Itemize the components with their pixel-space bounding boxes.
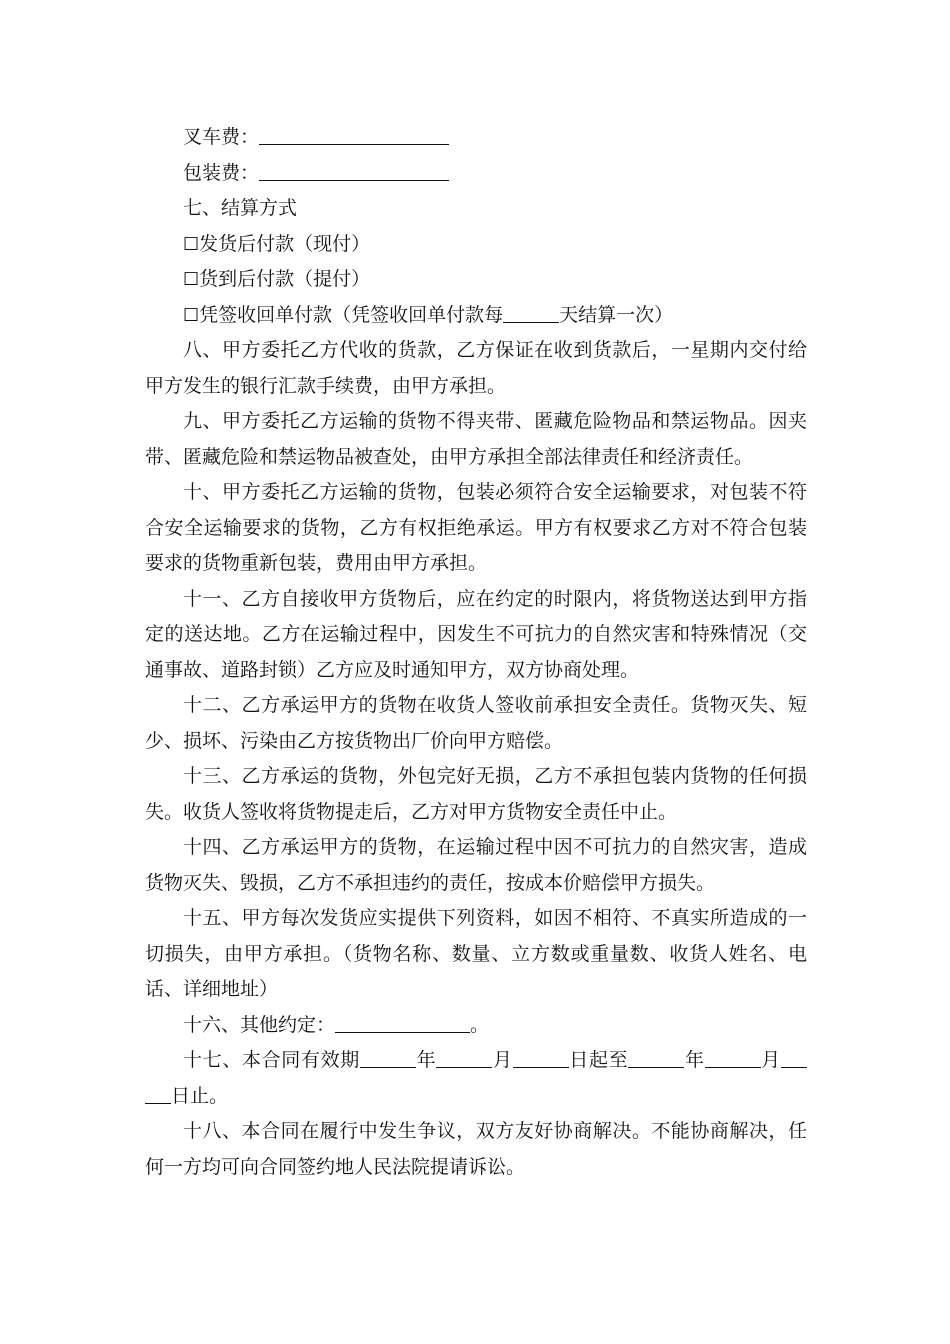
forklift-fee-blank <box>259 122 449 145</box>
settlement-option-cash-on-delivery <box>145 227 807 263</box>
checkbox-icon: ☐ <box>183 233 200 255</box>
settlement-option-label: 货到后付款（提付） <box>199 268 371 290</box>
settlement-option-pay-on-arrival <box>145 262 807 298</box>
forklift-fee-line <box>145 120 807 156</box>
checkbox-icon: ☐ <box>183 304 200 326</box>
clause-9: 九、甲方委托乙方运输的货物不得夹带、匿藏危险物品和禁运物品。因夹带、匿藏危险和禁运物品被查处，由甲方承担全部法律责任和经济责任。 <box>145 410 807 468</box>
contract-body <box>145 120 807 1185</box>
end-year-blank <box>628 1045 684 1068</box>
packing-fee-label: 包装费： <box>183 161 260 184</box>
year-label: 年 <box>684 1049 705 1071</box>
clause-10: 十、甲方委托乙方运输的货物，包装必须符合安全运输要求，对包装不符合安全运输要求的货物，乙方有权拒绝承运。甲方有权要求乙方对不符合包装要求的货物重新包装，费用由甲方承担。 <box>145 481 807 574</box>
forklift-fee-label: 叉车费： <box>183 126 260 148</box>
month-label: 月 <box>492 1049 513 1071</box>
other-terms-blank <box>335 1010 470 1033</box>
clause-8: 八、甲方委托乙方代收的货款，乙方保证在收到货款后，一星期内交付给甲方发生的银行汇款手续费，由甲方承担。 <box>145 339 807 397</box>
settlement-option-label: 发货后付款（现付） <box>199 232 371 255</box>
settlement-option-signed-receipt <box>145 298 807 334</box>
clause-13: 十三、乙方承运的货物，外包完好无损，乙方不承担包装内货物的任何损失。收货人签收将货物提走后，乙方对甲方货物安全责任中止。 <box>145 765 807 823</box>
settlement-heading: 七、结算方式 <box>183 197 298 219</box>
clause-17 <box>145 1043 807 1114</box>
start-year-blank <box>360 1045 416 1068</box>
clause-16 <box>145 1008 807 1044</box>
start-day-blank <box>513 1045 569 1068</box>
clause-16-end: 。 <box>470 1013 490 1036</box>
start-month-blank <box>436 1045 492 1068</box>
day-end-label: 日止。 <box>171 1084 229 1107</box>
clause-17-start: 十七、本合同有效期 <box>183 1049 360 1071</box>
packing-fee-blank <box>259 158 449 181</box>
end-month-blank <box>705 1045 761 1068</box>
day-from-label: 日起至 <box>568 1049 629 1071</box>
checkbox-icon: ☐ <box>183 269 200 290</box>
clause-16-label: 十六、其他约定： <box>183 1013 336 1036</box>
settlement-option-suffix: 天结算一次） <box>559 303 674 326</box>
clause-15: 十五、甲方每次发货应实提供下列资料，如因不相符、不真实所造成的一切损失，由甲方承担。（货物名称、数量、立方数或重量数、收货人姓名、电话、详细地址） <box>145 907 807 1000</box>
end-day-blank-part1 <box>781 1045 807 1068</box>
clause-18: 十八、本合同在履行中发生争议，双方友好协商解决。不能协商解决，任何一方均可向合同签约地人民法院提请诉讼。 <box>145 1120 807 1178</box>
packing-fee-line <box>145 156 807 192</box>
clause-11: 十一、乙方自接收甲方货物后，应在约定的时限内，将货物送达到甲方指定的送达地。乙方在运输过程中，因发生不可抗力的自然灾害和特殊情况（交通事故、道路封锁）乙方应及时通知甲方，双方协商处理。 <box>145 587 807 681</box>
clause-14: 十四、乙方承运甲方的货物，在运输过程中因不可抗力的自然灾害，造成货物灭失、毁损，乙方不承担违约的责任，按成本价赔偿甲方损失。 <box>145 836 807 894</box>
settlement-option-label: 凭签收回单付款（凭签收回单付款每 <box>199 303 504 326</box>
end-day-blank-part2 <box>145 1081 171 1104</box>
month-label: 月 <box>760 1049 781 1071</box>
clause-12: 十二、乙方承运甲方的货物在收货人签收前承担安全责任。货物灭失、短少、损坏、污染由乙方按货物出厂价向甲方赔偿。 <box>145 694 807 752</box>
settlement-days-blank <box>503 300 559 323</box>
year-label: 年 <box>415 1049 437 1071</box>
